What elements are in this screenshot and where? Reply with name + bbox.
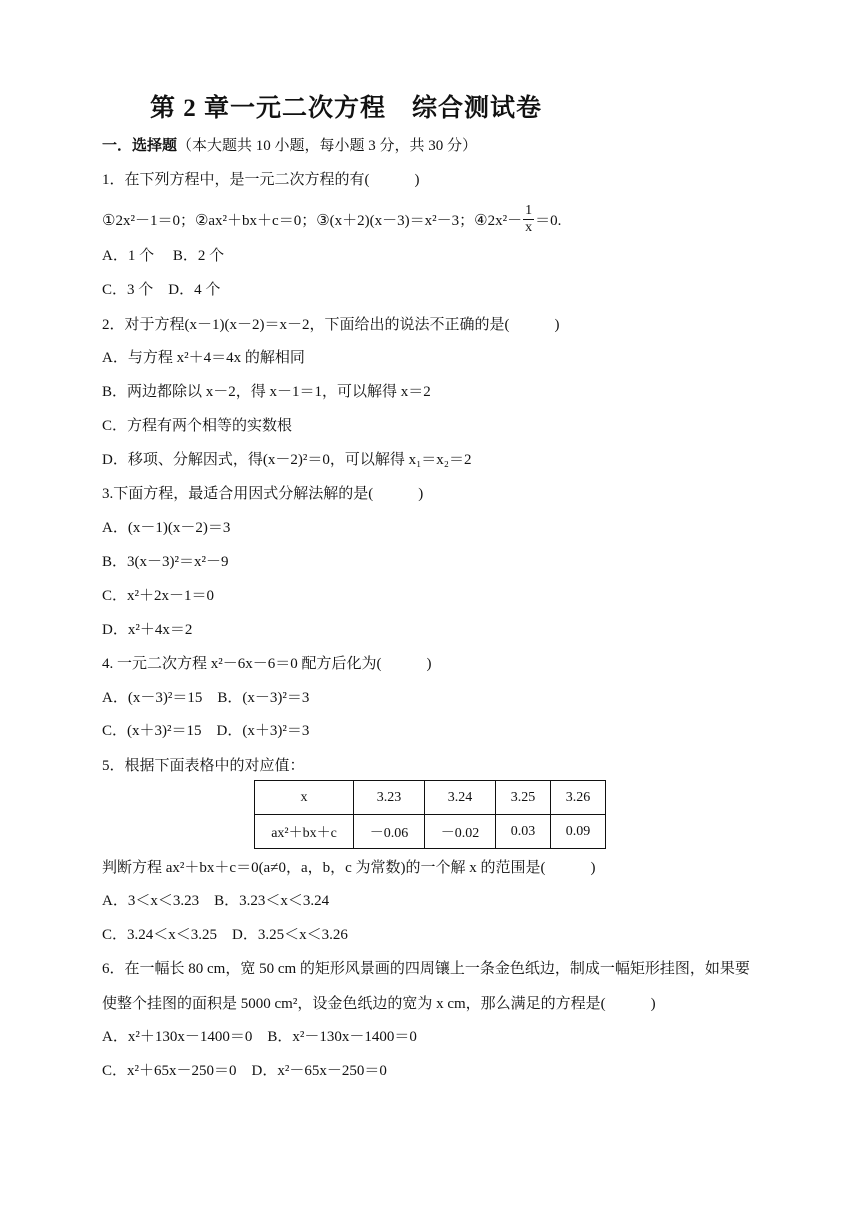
section-heading: 一．选择题 <box>102 138 178 154</box>
q6-stem-line2: 使整个挂图的面积是 5000 cm²，设金色纸边的宽为 x cm，那么满足的方程是( ) <box>102 996 656 1012</box>
table-cell: 3.24 <box>425 781 496 815</box>
q6-stem-line1: 6．在一幅长 80 cm，宽 50 cm 的矩形风景画的四周镶上一条金色纸边，制成一幅矩形挂图，如果要 <box>102 961 750 977</box>
table-cell: －0.02 <box>425 815 496 849</box>
q1-equations <box>102 205 561 238</box>
table-row <box>255 781 606 815</box>
q5-stem: 5．根据下面表格中的对应值： <box>102 758 305 774</box>
table-cell: 3.23 <box>354 781 425 815</box>
q4-options-cd: C．(x＋3)²＝15 D．(x＋3)²＝3 <box>102 723 310 739</box>
q4-stem: 4. 一元二次方程 x²－6x－6＝0 配方后化为( ) <box>102 656 432 672</box>
table-cell: 3.25 <box>496 781 551 815</box>
q1-frac-num: 1 <box>525 203 533 218</box>
q3-option-d: D．x²＋4x＝2 <box>102 622 193 638</box>
q1-frac-den: x <box>525 220 533 235</box>
section-header <box>102 136 477 156</box>
q3-stem: 3.下面方程，最适合用因式分解法解的是( ) <box>102 486 424 502</box>
table-row <box>255 815 606 849</box>
q1-fraction <box>523 203 534 236</box>
table-cell: 0.03 <box>496 815 551 849</box>
table-cell: －0.06 <box>354 815 425 849</box>
q6-options-cd: C．x²＋65x－250＝0 D．x²－65x－250＝0 <box>102 1063 387 1079</box>
table-cell: 0.09 <box>551 815 606 849</box>
q5-options-ab: A．3＜x＜3.23 B．3.23＜x＜3.24 <box>102 893 330 909</box>
section-note: （本大题共 10 小题，每小题 3 分，共 30 分） <box>177 138 478 154</box>
table-cell: x <box>255 781 354 815</box>
q2-option-d: D．移项、分解因式，得(x－2)²＝0，可以解得 x₁＝x₂＝2 <box>102 452 472 468</box>
q3-option-c: C．x²＋2x－1＝0 <box>102 588 215 604</box>
q1-eq-pre: ①2x²－1＝0；②ax²＋bx＋c＝0；③(x＋2)(x－3)＝x²－3；④2x²－ <box>102 212 523 229</box>
q5-options-cd: C．3.24＜x＜3.25 D．3.25＜x＜3.26 <box>102 927 348 943</box>
q1-eq-post: ＝0. <box>535 212 562 229</box>
q2-option-b: B．两边都除以 x－2，得 x－1＝1，可以解得 x＝2 <box>102 384 431 400</box>
q3-option-b: B．3(x－3)²＝x²－9 <box>102 554 229 570</box>
q1-options-ab: A．1 个 B．2 个 <box>102 248 225 264</box>
table-cell: ax²＋bx＋c <box>255 815 354 849</box>
q2-option-a: A．与方程 x²＋4＝4x 的解相同 <box>102 350 305 366</box>
q2-option-c: C．方程有两个相等的实数根 <box>102 418 293 434</box>
q5-judge: 判断方程 ax²＋bx＋c＝0(a≠0，a，b，c 为常数)的一个解 x 的范围是( ) <box>102 860 596 876</box>
q5-value-table <box>254 780 606 849</box>
q4-options-ab: A．(x－3)²＝15 B．(x－3)²＝3 <box>102 690 310 706</box>
q2-stem: 2．对于方程(x－1)(x－2)＝x－2，下面给出的说法不正确的是( ) <box>102 317 560 333</box>
q1-options-cd: C．3 个 D．4 个 <box>102 282 221 298</box>
page-title: 第 2 章一元二次方程 综合测试卷 <box>150 95 543 122</box>
q3-option-a: A．(x－1)(x－2)＝3 <box>102 520 231 536</box>
q6-options-ab: A．x²＋130x－1400＝0 B．x²－130x－1400＝0 <box>102 1029 417 1045</box>
table-cell: 3.26 <box>551 781 606 815</box>
q1-stem: 1．在下列方程中，是一元二次方程的有( ) <box>102 172 420 188</box>
